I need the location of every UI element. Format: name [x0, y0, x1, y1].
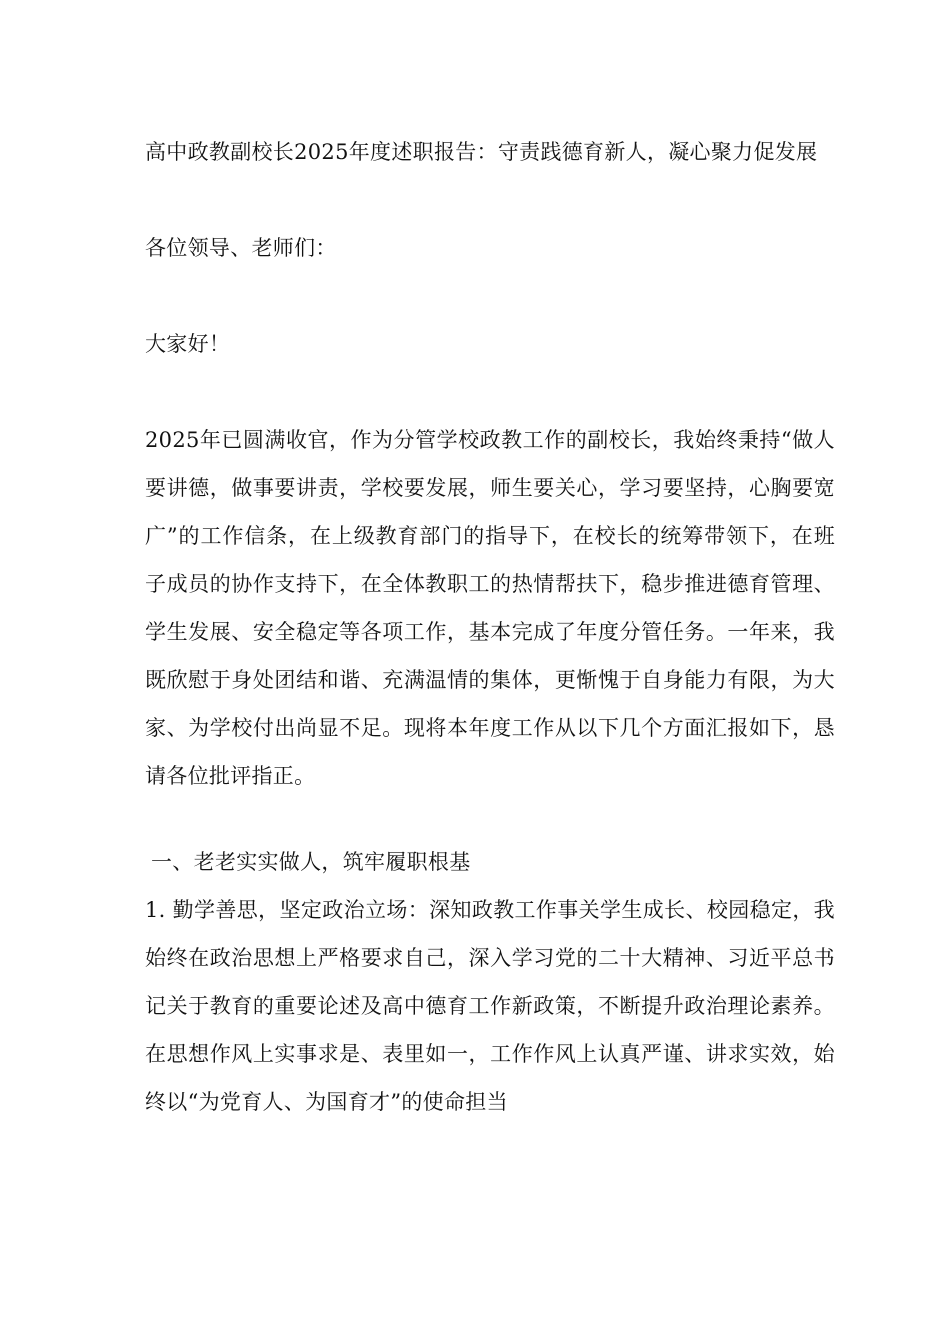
section-heading: 一、老老实实做人，筑牢履职根基 [151, 850, 471, 874]
document-body [145, 128, 835, 1126]
greeting: 大家好！ [145, 332, 231, 356]
section-paragraph: 1. 勤学善思，坚定政治立场：深知政教工作事关学生成长、校园稳定，我始终在政治思想上严格要求自己，深入学习党的二十大精神、习近平总书记关于教育的重要论述及高中德育工作新政策，不断提升政治理论素养。在思想作风上实事求是、表里如一，工作作风上认真严谨、讲求实效，始终以“为党育人、为国育才”的使命担当 [145, 898, 835, 1114]
document-title: 高中政教副校长2025年度述职报告：守责践德育新人，凝心聚力促发展 [145, 140, 818, 164]
intro-paragraph: 2025年已圆满收官，作为分管学校政教工作的副校长，我始终秉持“做人要讲德，做事要讲责，学校要发展，师生要关心，学习要坚持，心胸要宽广”的工作信条，在上级教育部门的指导下，在校长的统筹带领下，在班子成员的协作支持下，在全体教职工的热情帮扶下，稳步推进德育管理、学生发展、安全稳定等各项工作，基本完成了年度分管任务。一年来，我既欣慰于身处团结和谐、充满温情的集体，更惭愧于自身能力有限，为大家、为学校付出尚显不足。现将本年度工作从以下几个方面汇报如下，恳请各位批评指正。 [145, 428, 835, 788]
salutation: 各位领导、老师们： [145, 236, 337, 260]
